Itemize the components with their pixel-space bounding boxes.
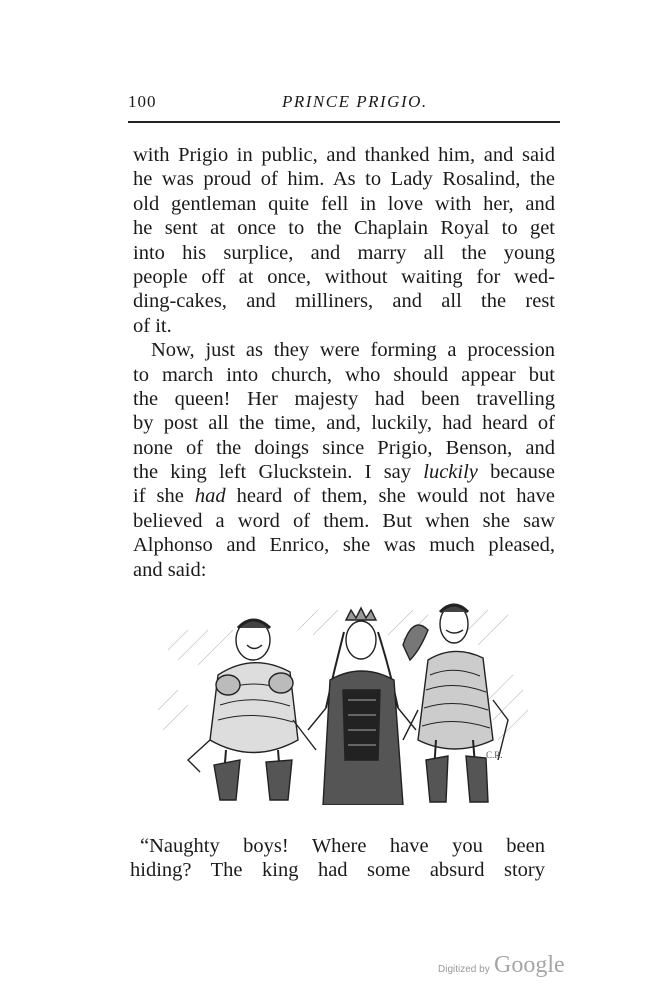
italic-emphasis: had bbox=[194, 485, 226, 508]
text-line bbox=[133, 460, 555, 484]
text-line: to march into church, who should appear but bbox=[133, 363, 555, 386]
text-line: into his surplice, and marry all the young bbox=[133, 241, 555, 264]
queen-figure bbox=[308, 608, 416, 805]
text-line: “Naughty boys! Where have you been bbox=[140, 835, 545, 857]
running-title: PRINCE PRIGIO. bbox=[282, 92, 428, 111]
body-text bbox=[133, 143, 555, 582]
text-line bbox=[133, 484, 555, 508]
text-segment: heard of them, she would not have bbox=[225, 485, 556, 508]
illustration bbox=[148, 590, 538, 805]
text-line: people off at once, without waiting for wed- bbox=[133, 265, 555, 288]
text-segment: if she bbox=[133, 485, 195, 508]
text-line: old gentleman quite fell in love with her, and bbox=[133, 192, 555, 215]
running-head bbox=[128, 92, 558, 114]
left-knight-figure bbox=[188, 620, 316, 800]
text-line: of it. bbox=[133, 314, 172, 337]
page-number: 100 bbox=[128, 92, 157, 111]
text-line: by post all the time, and, luckily, had heard of bbox=[133, 412, 555, 435]
text-line: with Prigio in public, and thanked him, and said bbox=[133, 144, 555, 166]
text-line: and said: bbox=[133, 558, 207, 581]
watermark-brand: Google bbox=[494, 952, 565, 978]
text-line: ding-cakes, and milliners, and all the rest bbox=[133, 290, 555, 313]
text-line: he sent at once to the Chaplain Royal to get bbox=[133, 217, 555, 240]
text-line: none of the doings since Prigio, Benson, and bbox=[133, 436, 555, 459]
italic-emphasis: luckily bbox=[423, 461, 478, 484]
text-line: he was proud of him. As to Lady Rosalind, the bbox=[133, 168, 555, 191]
text-line: the queen! Her majesty had been travelling bbox=[133, 387, 555, 410]
text-line: believed a word of them. But when she saw bbox=[133, 509, 555, 532]
text-line: hiding? The king had some absurd story bbox=[130, 859, 545, 882]
text-line: Alphonso and Enrico, she was much pleased, bbox=[133, 534, 555, 557]
digitized-watermark bbox=[438, 952, 578, 982]
header-rule bbox=[128, 121, 560, 123]
text-segment: the king left Gluckstein. I say bbox=[133, 461, 412, 484]
watermark-prefix: Digitized by bbox=[438, 964, 490, 975]
continued-text bbox=[130, 833, 545, 882]
text-line: Now, just as they were forming a procession bbox=[151, 339, 555, 362]
right-knight-figure bbox=[403, 605, 508, 802]
text-segment: because bbox=[477, 461, 556, 484]
artist-monogram: C.R. bbox=[486, 750, 503, 760]
